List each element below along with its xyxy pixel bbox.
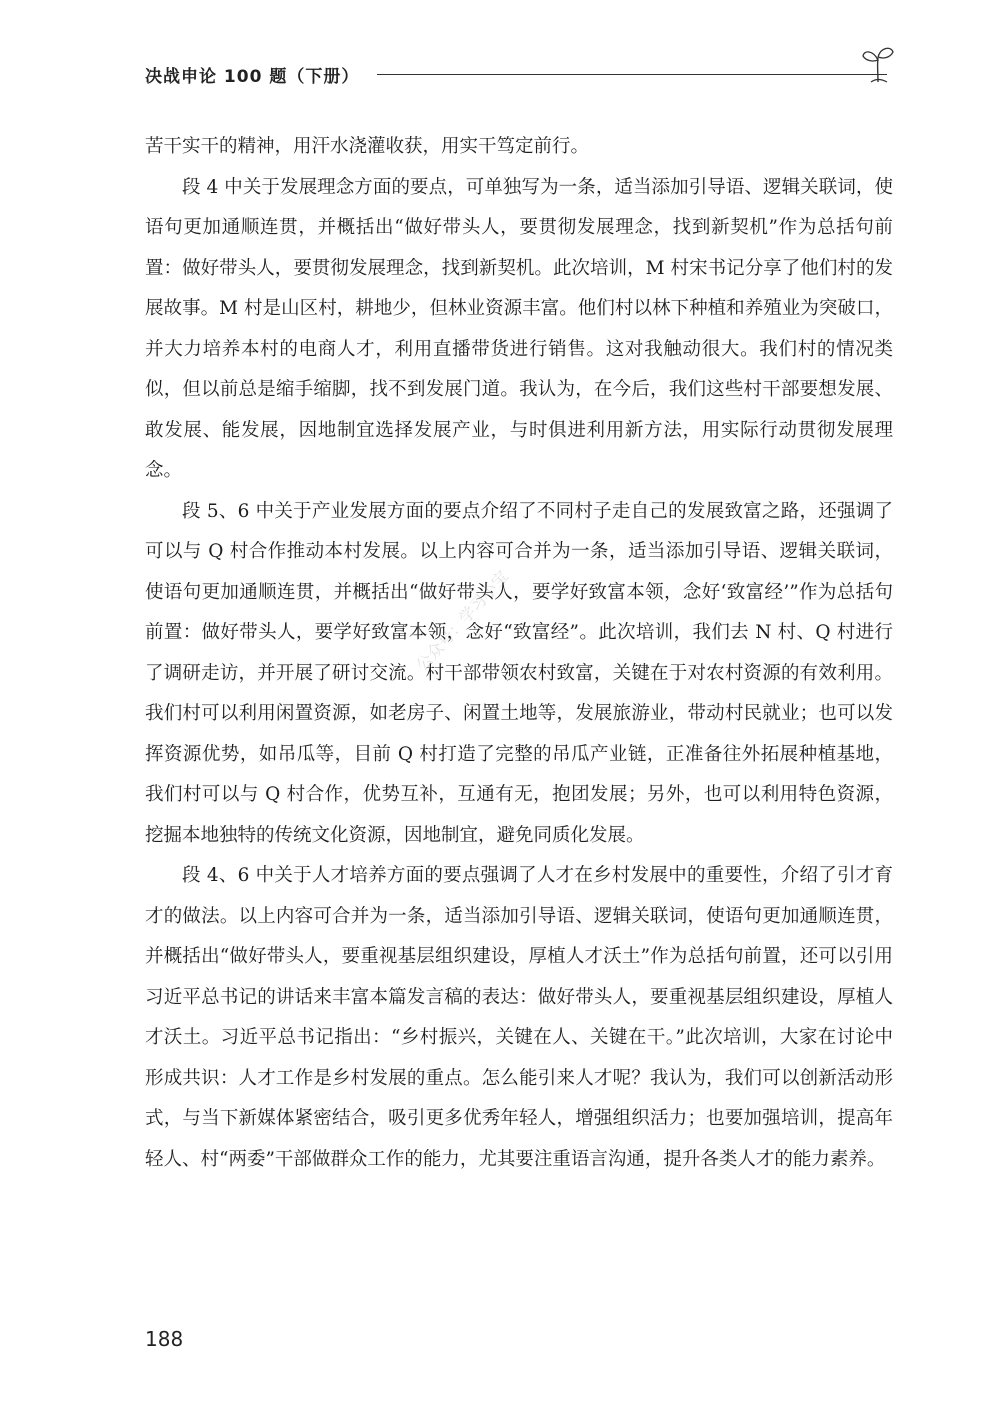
paragraph-talent-cultivation: 段 4、6 中关于人才培养方面的要点强调了人才在乡村发展中的重要性，介绍了引才育才的做法。以上内容可合并为一条，适当添加引导语、逻辑关联词，使语句更加通顺连贯，并概括出“做好带头人，要重视基层组织建设，厚植人才沃土”作为总括句前置，还可以引用习近平总书记的讲话来丰富本篇发言稿的表达：做好带头人，要重视基层组织建设，厚植人才沃土。习近平总书记指出：“乡村振兴，关键在人、关键在干。”此次培训，大家在讨论中形成共识：人才工作是乡村发展的重点。怎么能引来人才呢？我认为，我们可以创新活动形式，与当下新媒体紧密结合，吸引更多优秀年轻人，增强组织活力；也要加强培训，提高年轻人、村“两委”干部做群众工作的能力，尤其要注重语言沟通，提升各类人才的能力素养。 (145, 865, 893, 1170)
body-text (145, 127, 893, 1180)
paragraph-continuation: 苦干实干的精神，用汗水浇灌收获，用实干笃定前行。 (145, 136, 590, 157)
paragraph-industry-development: 段 5、6 中关于产业发展方面的要点介绍了不同村子走自己的发展致富之路，还强调了可以与 Q 村合作推动本村发展。以上内容可合并为一条，适当添加引导语、逻辑关联词，使语句更加通顺连贯，并概括出“做好带头人，要学好致富本领，念好‘致富经’”作为总括句前置：做好带头人，要学好致富本领，念好“致富经”。此次培训，我们去 N 村、Q 村进行了调研走访，并开展了研讨交流。村干部带领农村致富，关键在于对农村资源的有效利用。我们村可以利用闲置资源，如老房子、闲置土地等，发展旅游业，带动村民就业；也可以发挥资源优势，如吊瓜等，目前 Q 村打造了完整的吊瓜产业链，正准备往外拓展种植基地，我们村可以与 Q 村合作，优势互补，互通有无，抱团发展；另外，也可以利用特色资源，挖掘本地独特的传统文化资源，因地制宜，避免同质化发展。 (145, 500, 893, 846)
page-number: 188 (145, 1327, 184, 1351)
sprout-icon (861, 44, 895, 84)
watermark: 公众号：学习小宝 (412, 566, 513, 675)
header-rule (377, 74, 887, 75)
book-title: 决战申论 100 题（下册） (145, 67, 360, 87)
paragraph-development-concept: 段 4 中关于发展理念方面的要点，可单独写为一条，适当添加引导语、逻辑关联词，使语句更加通顺连贯，并概括出“做好带头人，要贯彻发展理念，找到新契机”作为总括句前置：做好带头人，要贯彻发展理念，找到新契机。此次培训，M 村宋书记分享了他们村的发展故事。M 村是山区村，耕地少，但林业资源丰富。他们村以林下种植和养殖业为突破口，并大力培养本村的电商人才，利用直播带货进行销售。这对我触动很大。我们村的情况类似，但以前总是缩手缩脚，找不到发展门道。我认为，在今后，我们这些村干部要想发展、敢发展、能发展，因地制宜选择发展产业，与时俱进利用新方法，用实际行动贯彻发展理念。 (145, 176, 893, 481)
running-header (145, 62, 905, 92)
